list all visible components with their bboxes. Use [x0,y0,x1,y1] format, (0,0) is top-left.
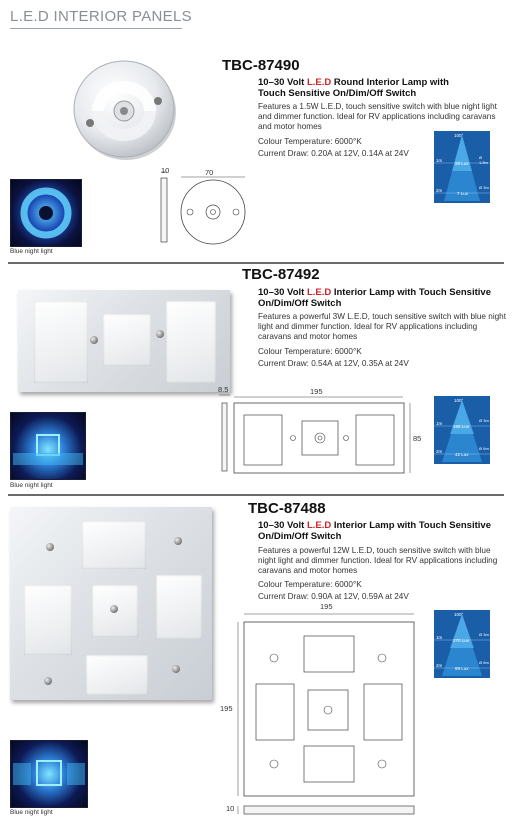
lens-left [34,301,88,383]
screw-right [156,330,164,338]
beam-lux-1m: 168 Lux [453,424,470,429]
beam-distance-2: 2m [436,663,443,668]
lens-bottom [86,655,148,695]
product-description: Features a powerful 3W L.E.D, touch sensitive switch with blue night light and dimmer function. Ideal for RV applications including caravans and motor homes [258,312,507,342]
product-title: 10–30 Volt L.E.D Round Interior Lamp with Touch Sensitive On/Dim/Off Switch [258,77,449,99]
photo-caption: Blue night light [10,248,53,255]
beam-diameter-2: Ø 3m [479,185,489,190]
product-photo-rect-lamp [18,290,230,392]
colour-temperature: Colour Temperature: 6000°K [258,137,362,146]
beam-distance-1: 1m [436,635,443,640]
beam-angle: 100° [454,398,464,403]
beam-lux-2m: 42 Lux [455,452,469,457]
screw-bottom-right [172,665,180,673]
product-sku: TBC-87488 [248,500,326,517]
touch-switch [110,605,118,613]
product-description: Features a powerful 12W L.E.D, touch sensitive switch with blue night light and dimmer function. Ideal for RV applications including caravans and motor homes [258,546,498,576]
photo-caption: Blue night light [10,809,53,816]
photo-caption: Blue night light [10,482,53,489]
lens-right [166,301,216,383]
dim-width: 70 [205,168,214,177]
product-sku: TBC-87492 [242,266,320,283]
product-description: Features a 1.5W L.E.D, touch sensitive switch with blue night light and dimmer function. Ideal for RV applications including caravans and motor homes [258,102,497,132]
dim-height: 195 [220,704,233,713]
dim-width: 195 [320,602,333,611]
dim-depth: 8.5 [218,385,229,394]
screw-top-left [46,543,54,551]
beam-diameter-1: Ø 3m [479,418,489,423]
lens-center [103,314,151,366]
current-draw: Current Draw: 0.20A at 12V, 0.14A at 24V [258,149,409,158]
blue-night-light-photo [10,179,82,247]
page-title: L.E.D INTERIOR PANELS [10,8,192,25]
screw-left [90,336,98,344]
beam-angle: 100° [454,133,464,138]
beam-distance-2: 2m [436,188,443,193]
technical-drawing [218,602,418,828]
beam-lux-2m: 69 Lux [455,666,469,671]
current-draw: Current Draw: 0.90A at 12V, 0.59A at 24V [258,592,409,601]
product-sku: TBC-87490 [222,57,300,74]
dim-depth: 10 [161,166,170,175]
product-photo-round-lamp [70,55,180,165]
beam-diagram [434,396,490,464]
product-photo-square-lamp [10,507,212,700]
beam-diameter-2: Ø 6m [479,446,489,451]
beam-lux-1m: 28 Lux [455,161,469,166]
dim-height: 85 [413,434,422,443]
beam-diameter-1: Ø 3m [479,632,489,637]
beam-lux-1m: 270 Lux [453,638,470,643]
lens-right [156,575,202,639]
title-underline [10,28,182,29]
beam-distance-2: 2m [436,449,443,454]
screw-bottom-left [44,677,52,685]
blue-night-light-photo [10,740,88,808]
section-divider [8,494,504,496]
product-title: 10–30 Volt L.E.D Interior Lamp with Touch Sensitive On/Dim/Off Switch [258,520,491,542]
beam-lux-2m: 7 Lux [457,191,469,196]
beam-diameter-1: Ø 1.5m [479,155,488,165]
beam-angle: 100° [454,612,464,617]
dim-width: 195 [310,387,323,396]
lens-left [24,585,72,655]
beam-distance-1: 1m [436,158,443,163]
dim-depth: 10 [226,804,235,813]
product-title: 10–30 Volt L.E.D Interior Lamp with Touch Sensitive On/Dim/Off Switch [258,287,491,309]
technical-drawing [214,383,429,481]
blue-night-light-photo [10,412,86,480]
colour-temperature: Colour Temperature: 6000°K [258,580,362,589]
beam-diameter-2: Ø 6m [479,660,489,665]
colour-temperature: Colour Temperature: 6000°K [258,347,362,356]
beam-diagram [434,131,490,203]
lens-top [82,521,146,569]
beam-distance-1: 1m [436,421,443,426]
current-draw: Current Draw: 0.54A at 12V, 0.35A at 24V [258,359,409,368]
section-divider [8,262,504,264]
technical-drawing [150,168,250,248]
screw-top-right [174,537,182,545]
beam-diagram [434,610,490,678]
